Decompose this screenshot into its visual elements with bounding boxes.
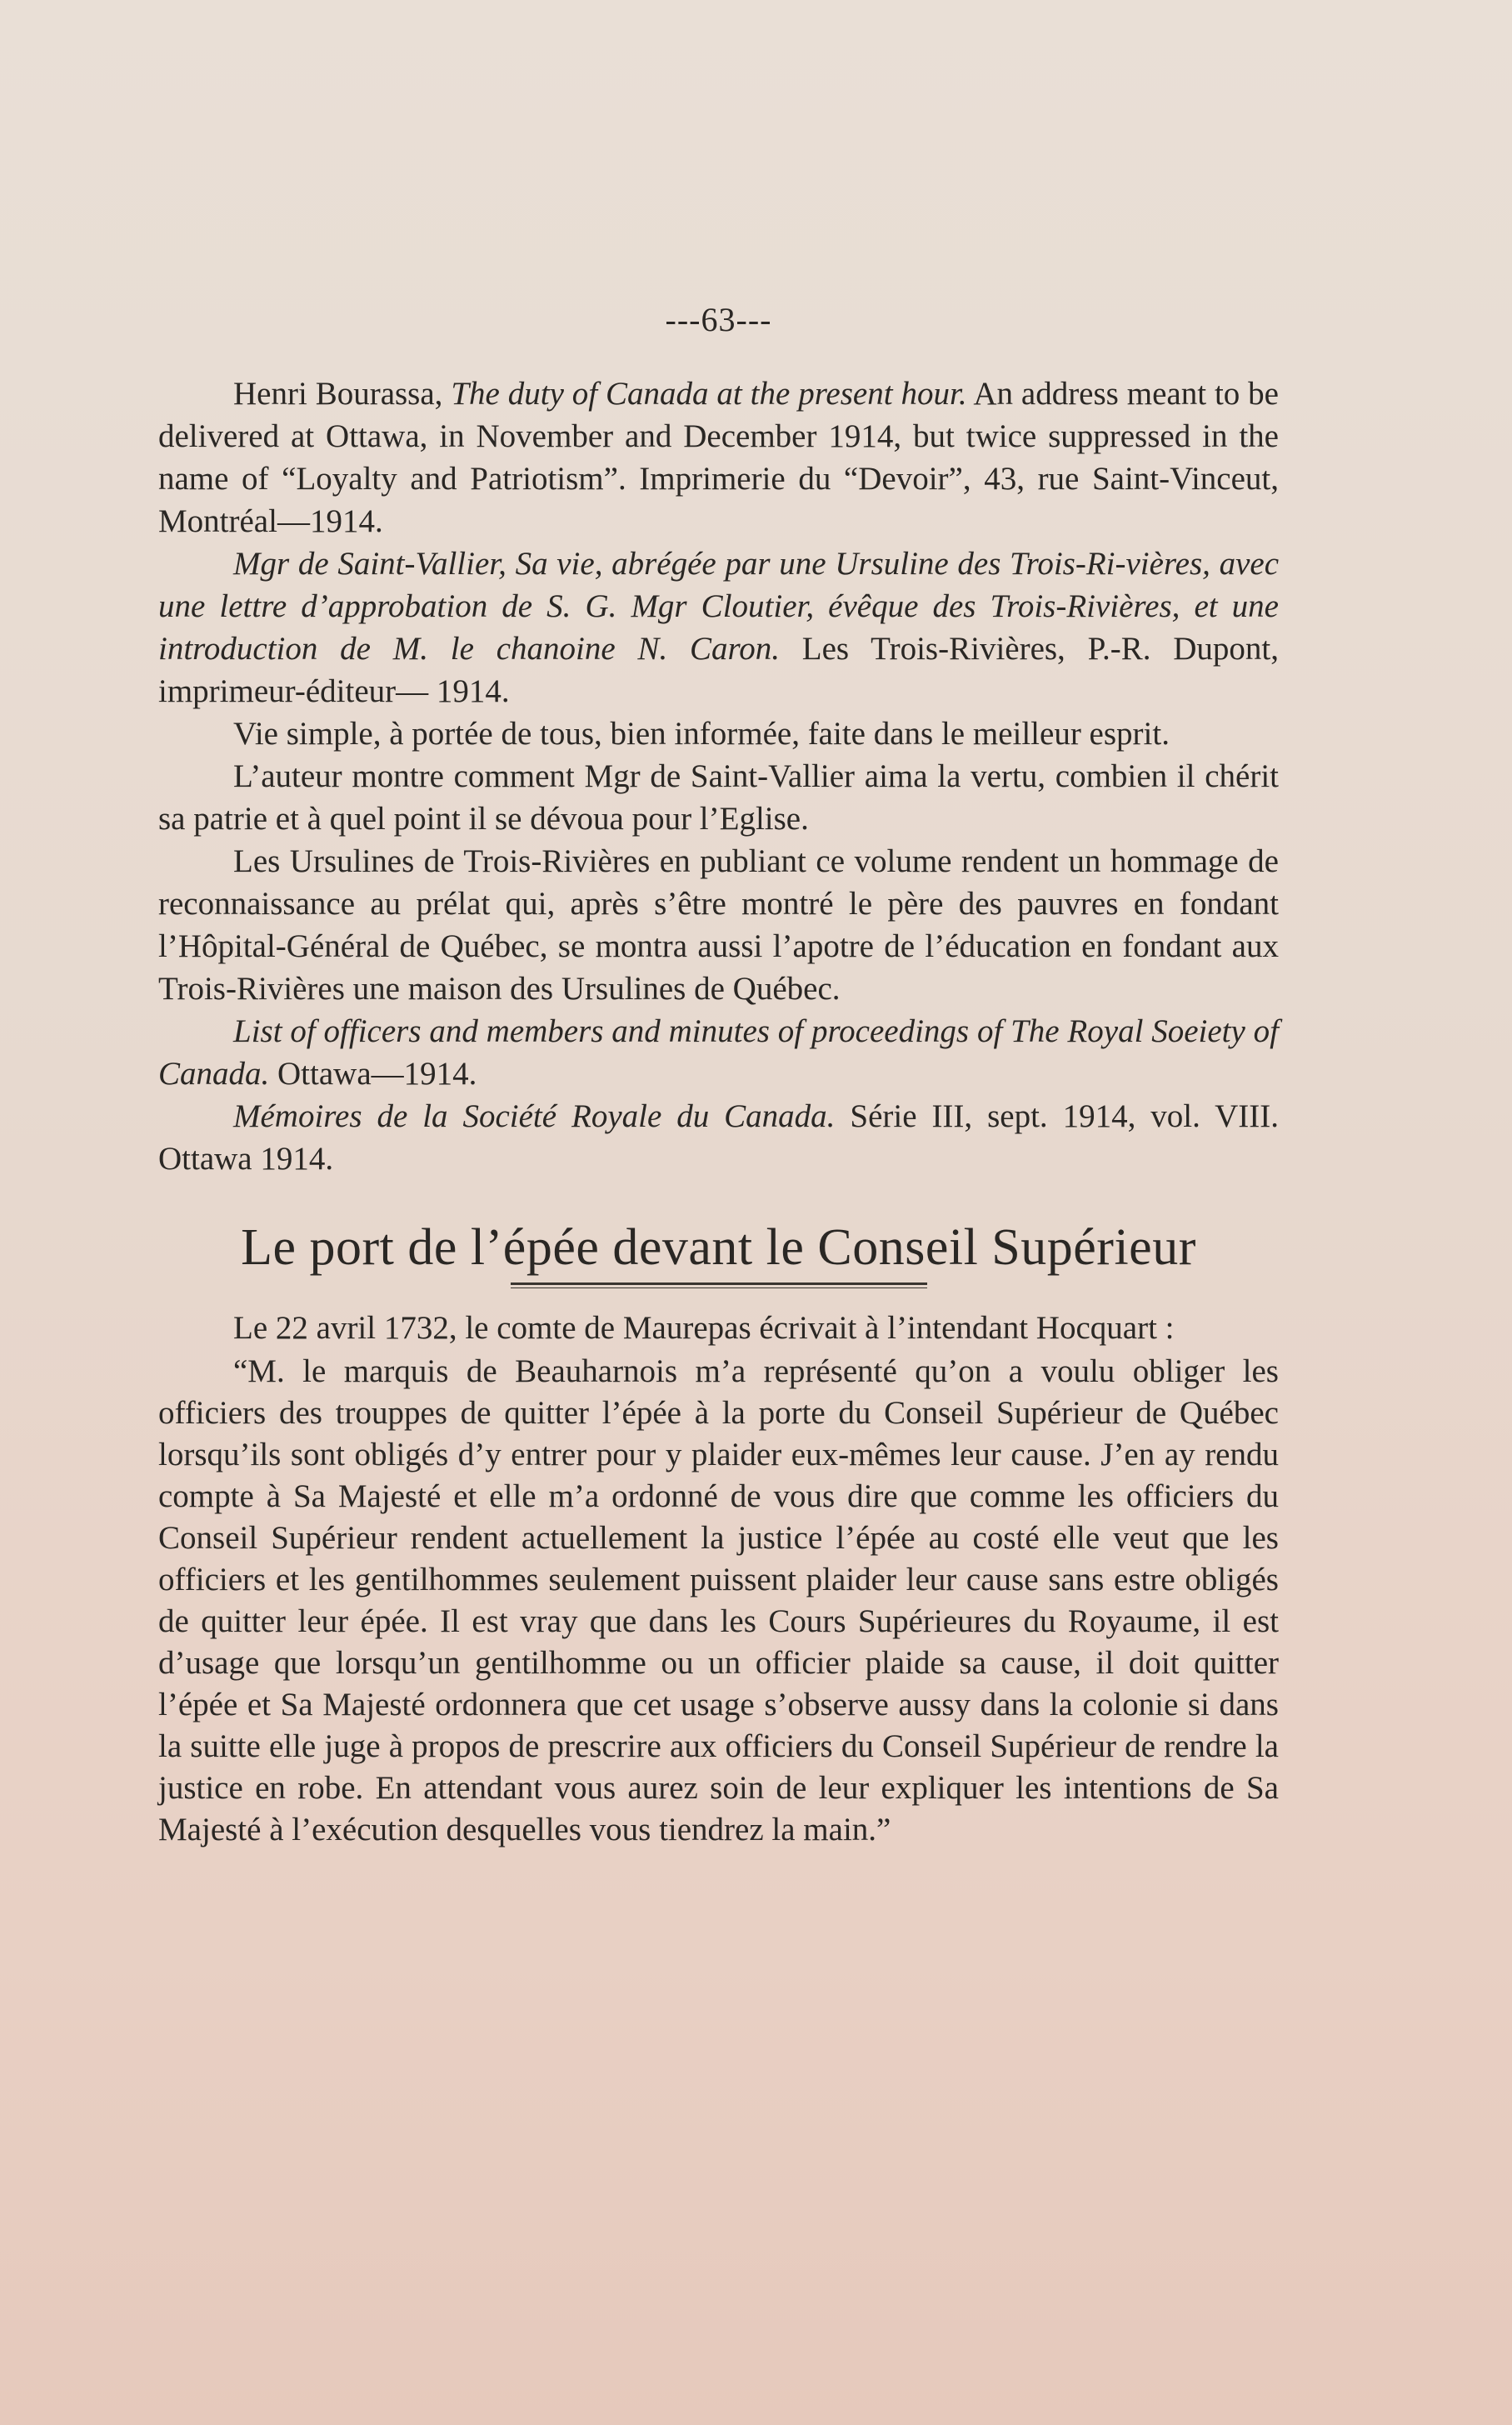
bibliography-entry	[158, 372, 1279, 542]
section-title: Le port de l’épée devant le Conseil Supérieur	[241, 1219, 1196, 1276]
quote-text: “M. le marquis de Beauharnois m’a représenté qu’on a voulu obliger les officiers des trouppes de quitter l’épée à la porte du Conseil Supérieur de Québec lorsqu’ils sont obligés d’y entrer pour y plaider eux-mêmes leur cause. J’en ay rendu compte à Sa Majesté et elle m’a ordonné de vous dire que comme les officiers du Conseil Supérieur rendent actuellement la justice l’épée au costé elle veut que les officiers et les gentilhommes seulement puissent plaider leur cause sans estre obligés de quitter leur épée. Il est vray que dans les Cours Supérieures du Royaume, il est d’usage que lorsqu’un gentilhomme ou un officier plaide sa cause, il doit quitter l’épée et Sa Majesté ordonnera que cet usage s’observe aussy dans la colonie si dans la suitte elle juge à propos de prescrire aux officiers du Conseil Supérieur de rendre la justice en robe. En attendant vous aurez soin de leur expliquer les intentions de Sa Majesté à l’exécution desquelles vous tiendrez la main.”	[158, 1353, 1279, 1848]
review-paragraph: Les Ursulines de Trois-Rivières en publiant ce volume rendent un hommage de reconnaissance au prélat qui, après s’être montré le père des pauvres en fondant l’Hôpital-Général de Québec, se montra aussi l’apotre de l’éducation en fondant aux Trois-Rivières une maison des Ursulines de Québec.	[158, 843, 1279, 1007]
entry-details: An address meant to be delivered at Ottawa, in November and December 1914, but twice suppressed in the name of “Loyalty and Patriotism”. Imprimerie du “Devoir”, 43, rue Saint-Vinceut, Montréal—1914.	[158, 376, 1279, 539]
entry-title: Mémoires de la Société Royale du Canada.	[233, 1098, 836, 1134]
review-paragraph: L’auteur montre comment Mgr de Saint-Vallier aima la vertu, combien il chérit sa patrie et à quel point il se dévoua pour l’Eglise.	[158, 758, 1279, 837]
entry-details: Ottawa—1914.	[269, 1056, 477, 1092]
entry-title: Mgr de Saint-Vallier, Sa vie, abrégée par une Ursuline des Trois-Ri-vières, avec une lettre d’approbation de S. G. Mgr Cloutier, évêque des Trois-Rivières, et une introduction de M. le chanoine N. Caron.	[158, 546, 1279, 667]
bibliography-entry	[158, 1010, 1279, 1095]
section-intro: Le 22 avril 1732, le comte de Maurepas écrivait à l’intendant Hocquart :	[233, 1310, 1175, 1346]
page-body	[158, 300, 1279, 1851]
page-number: ---63---	[665, 301, 772, 338]
quoted-letter	[158, 1351, 1279, 1851]
review-paragraph: Vie simple, à portée de tous, bien informée, faite dans le meilleur esprit.	[233, 716, 1170, 752]
entry-title: List of officers and members and minutes of proceedings of The Royal Soeiety of Canada.	[158, 1013, 1279, 1092]
entry-author: Henri Bourassa,	[233, 376, 452, 412]
entry-details: Les Trois-Rivières, P.-R. Dupont, imprimeur-éditeur— 1914.	[158, 631, 1279, 709]
bibliography-entry	[158, 542, 1279, 712]
section-divider	[511, 1282, 927, 1288]
bibliography-entry	[158, 1095, 1279, 1180]
entry-details: Série III, sept. 1914, vol. VIII. Ottawa 1914.	[158, 1098, 1279, 1177]
entry-title: The duty of Canada at the present hour.	[451, 376, 967, 412]
